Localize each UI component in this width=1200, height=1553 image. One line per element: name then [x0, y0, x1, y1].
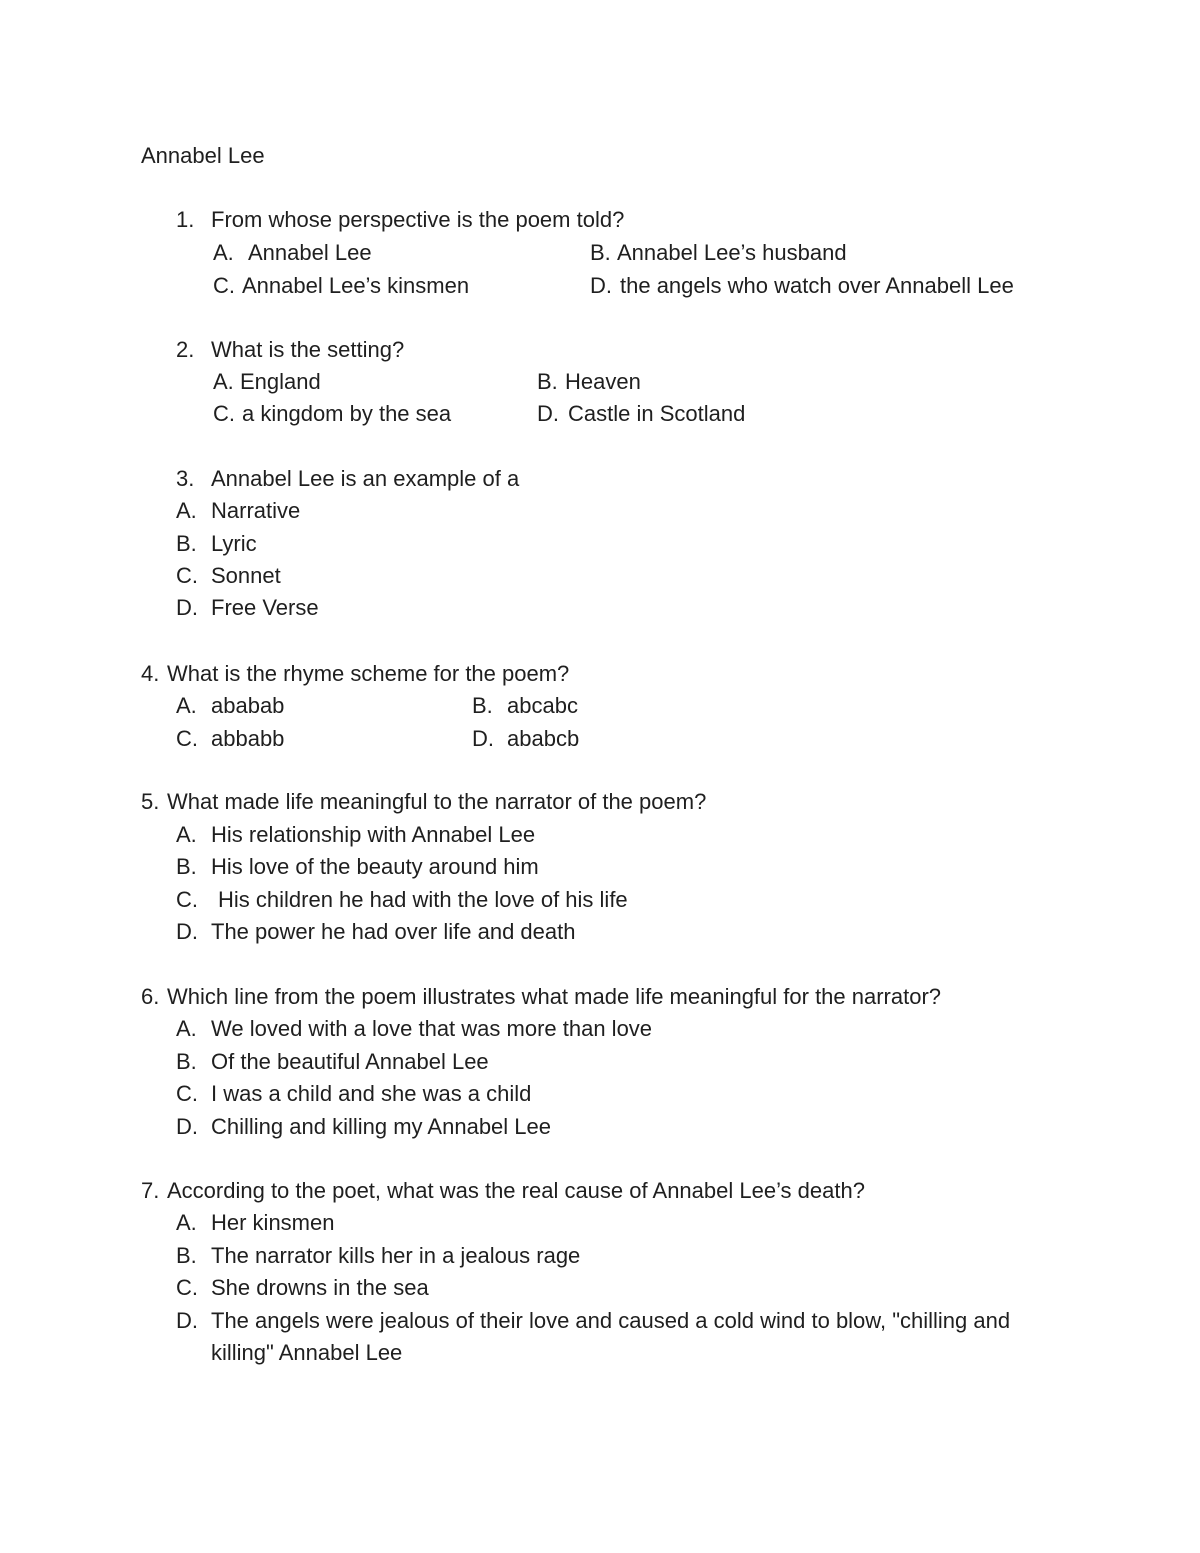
- question-number: 4.: [141, 661, 160, 686]
- option-letter: C.: [176, 726, 198, 751]
- question-text: What is the setting?: [211, 337, 405, 362]
- option-letter: D.: [472, 726, 494, 751]
- option-text: I was a child and she was a child: [211, 1081, 532, 1106]
- option-text: abbabb: [211, 726, 285, 751]
- option-text: We loved with a love that was more than love: [211, 1016, 653, 1041]
- question-number: 1.: [176, 207, 195, 232]
- option-letter: D.: [176, 1114, 198, 1139]
- option-text: Annabel Lee’s husband: [617, 240, 847, 265]
- option-text: Narrative: [211, 498, 301, 523]
- option-text: His love of the beauty around him: [211, 854, 539, 879]
- option-text: a kingdom by the sea: [242, 401, 452, 426]
- option-letter: A.: [176, 498, 197, 523]
- option-text: The power he had over life and death: [211, 919, 576, 944]
- option-text: ababcb: [507, 726, 580, 751]
- option-letter: C.: [176, 1081, 198, 1106]
- option-text: She drowns in the sea: [211, 1275, 429, 1300]
- question-number: 6.: [141, 984, 160, 1009]
- option-letter: A.: [176, 822, 197, 847]
- option-letter: A.: [176, 1210, 197, 1235]
- question-number: 3.: [176, 466, 195, 491]
- option-text: His relationship with Annabel Lee: [211, 822, 536, 847]
- question-text: Which line from the poem illustrates what made life meaningful for the narrator?: [167, 984, 942, 1009]
- option-letter: B.: [176, 531, 197, 556]
- option-text: The angels were jealous of their love and caused a cold wind to blow, "chilling and killing" Annabel Lee: [211, 1308, 1011, 1365]
- option-text: Castle in Scotland: [568, 401, 746, 426]
- option-text: Annabel Lee’s kinsmen: [242, 273, 470, 298]
- option-text: Chilling and killing my Annabel Lee: [211, 1114, 551, 1139]
- option-letter: C.: [176, 563, 198, 588]
- option-letter: C.: [213, 401, 235, 426]
- option-letter: C.: [213, 273, 235, 298]
- option-text: Heaven: [565, 369, 641, 394]
- question-text: What made life meaningful to the narrator of the poem?: [167, 789, 707, 814]
- question-text: What is the rhyme scheme for the poem?: [167, 661, 570, 686]
- option-letter: D.: [176, 595, 198, 620]
- question-text: According to the poet, what was the real cause of Annabel Lee’s death?: [167, 1178, 865, 1203]
- option-text: Lyric: [211, 531, 257, 556]
- option-letter: B.: [472, 693, 493, 718]
- question-number: 2.: [176, 337, 195, 362]
- option-letter: D.: [176, 919, 198, 944]
- option-text: England: [240, 369, 321, 394]
- option-letter: A.: [213, 369, 234, 394]
- option-text: the angels who watch over Annabell Lee: [620, 273, 1014, 298]
- option-letter: B.: [176, 1049, 197, 1074]
- option-letter: D.: [176, 1308, 198, 1333]
- option-letter: C.: [176, 887, 198, 912]
- option-text: abcabc: [507, 693, 578, 718]
- option-text: Sonnet: [211, 563, 281, 588]
- option-letter: C.: [176, 1275, 198, 1300]
- option-letter: B.: [176, 854, 197, 879]
- option-text: Free Verse: [211, 595, 319, 620]
- option-text: ababab: [211, 693, 285, 718]
- option-letter: D.: [590, 273, 612, 298]
- question-text: From whose perspective is the poem told?: [211, 207, 625, 232]
- question-number: 7.: [141, 1178, 160, 1203]
- option-text: The narrator kills her in a jealous rage: [211, 1243, 581, 1268]
- option-text: Of the beautiful Annabel Lee: [211, 1049, 489, 1074]
- option-letter: D.: [537, 401, 559, 426]
- option-letter: A.: [176, 693, 197, 718]
- document-title: Annabel Lee: [141, 143, 265, 168]
- option-text: Her kinsmen: [211, 1210, 335, 1235]
- option-letter: A.: [213, 240, 234, 265]
- option-letter: B.: [590, 240, 611, 265]
- option-text: His children he had with the love of his life: [218, 887, 628, 912]
- question-number: 5.: [141, 789, 160, 814]
- option-letter: B.: [176, 1243, 197, 1268]
- question-text: Annabel Lee is an example of a: [211, 466, 520, 491]
- option-text: Annabel Lee: [248, 240, 372, 265]
- option-letter: B.: [537, 369, 558, 394]
- option-letter: A.: [176, 1016, 197, 1041]
